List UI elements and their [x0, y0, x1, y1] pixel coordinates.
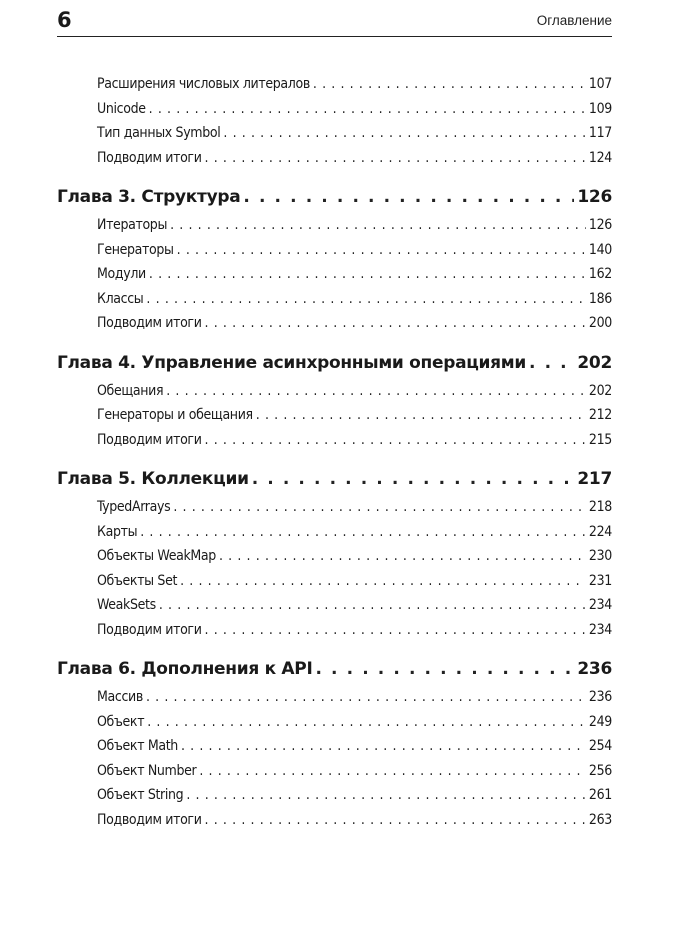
toc-entry-page: 256 — [588, 762, 612, 779]
toc-entry[interactable] — [57, 97, 612, 122]
toc-entry[interactable] — [57, 544, 612, 569]
toc-entry-title: Массив — [97, 689, 143, 705]
toc-entry[interactable] — [57, 685, 612, 710]
dot-leader — [223, 121, 585, 146]
toc-entry-title: Подводим итоги — [97, 431, 202, 448]
toc-entry-title: Классы — [97, 290, 144, 307]
toc-entry-page: 200 — [588, 315, 612, 331]
toc-chapter-3 — [57, 182, 612, 336]
toc-entry-title: Итераторы — [97, 217, 168, 233]
dot-leader — [252, 464, 575, 494]
toc-entry-title: Unicode — [97, 100, 146, 117]
chapter-page: 126 — [577, 187, 612, 207]
toc-entry-page: 126 — [588, 217, 612, 233]
toc-entry-page: 234 — [588, 597, 612, 613]
dot-leader — [170, 213, 586, 238]
toc-entry-page: 140 — [588, 241, 612, 258]
table-of-contents — [57, 71, 612, 832]
dot-leader — [180, 569, 586, 594]
toc-entry-title: Объект Number — [97, 762, 197, 779]
toc-entry-page: 249 — [588, 713, 612, 730]
toc-entry[interactable] — [57, 311, 612, 336]
toc-entry-title: Объект String — [97, 787, 184, 803]
toc-entry-title: TypedArrays — [97, 499, 171, 515]
dot-leader — [219, 544, 586, 569]
dot-leader — [205, 618, 586, 643]
page-header — [57, 8, 612, 37]
toc-entry-title: Тип данных Symbol — [97, 125, 221, 141]
toc-entry[interactable] — [57, 569, 612, 594]
dot-leader — [146, 685, 586, 710]
toc-entry-page: 215 — [588, 431, 612, 448]
toc-entry[interactable] — [57, 72, 612, 97]
toc-entry-page: 236 — [588, 689, 612, 705]
dot-leader — [313, 72, 586, 97]
toc-entry-page: 109 — [588, 100, 612, 117]
dot-leader — [177, 238, 586, 263]
toc-section-intro — [57, 72, 612, 170]
toc-entry-page: 230 — [588, 548, 612, 564]
toc-entry-title: Генераторы и обещания — [97, 407, 253, 423]
toc-entry-page: 107 — [588, 76, 612, 92]
toc-entry-title: Расширения числовых литералов — [97, 76, 310, 92]
toc-entry-title: Объекты Set — [97, 572, 178, 589]
toc-chapter-4 — [57, 348, 612, 453]
toc-entry[interactable] — [57, 403, 612, 428]
toc-entry-title: Обещания — [97, 382, 164, 399]
toc-entry[interactable] — [57, 379, 612, 404]
dot-leader — [149, 262, 586, 287]
toc-entry[interactable] — [57, 618, 612, 643]
toc-entry-page: 124 — [588, 149, 612, 166]
toc-entry[interactable] — [57, 783, 612, 808]
chapter-heading[interactable] — [57, 182, 612, 212]
dot-leader — [243, 182, 574, 212]
toc-entry-page: 231 — [588, 572, 612, 589]
dot-leader — [159, 593, 586, 618]
chapter-title: Глава 3. Структура — [57, 187, 241, 207]
toc-entry[interactable] — [57, 287, 612, 312]
toc-entry[interactable] — [57, 808, 612, 833]
toc-entry[interactable] — [57, 759, 612, 784]
dot-leader — [205, 311, 586, 336]
dot-leader — [147, 710, 586, 735]
toc-entry-title: Подводим итоги — [97, 149, 202, 166]
toc-entry-title: Подводим итоги — [97, 621, 202, 638]
dot-leader — [205, 428, 586, 453]
dot-leader — [256, 403, 586, 428]
chapter-page: 217 — [577, 469, 612, 489]
chapter-title: Глава 5. Коллекции — [57, 469, 249, 489]
running-title: Оглавление — [536, 13, 612, 28]
toc-entry-title: Подводим итоги — [97, 811, 202, 828]
toc-entry-title: Карты — [97, 523, 138, 540]
toc-entry-title: Модули — [97, 266, 146, 282]
toc-entry[interactable] — [57, 734, 612, 759]
toc-entry-title: WeakSets — [97, 597, 156, 613]
chapter-heading[interactable] — [57, 348, 612, 378]
toc-entry-page: 218 — [588, 499, 612, 515]
toc-entry-title: Объекты WeakMap — [97, 548, 216, 564]
dot-leader — [186, 783, 586, 808]
chapter-heading[interactable] — [57, 464, 612, 494]
dot-leader — [173, 495, 586, 520]
toc-entry[interactable] — [57, 593, 612, 618]
toc-entry-page: 224 — [588, 523, 612, 540]
toc-entry-page: 254 — [588, 738, 612, 754]
toc-entry-page: 117 — [588, 125, 612, 141]
toc-entry-page: 162 — [588, 266, 612, 282]
chapter-page: 202 — [577, 352, 612, 373]
chapter-title: Глава 4. Управление асинхронными операциями — [57, 352, 526, 373]
toc-entry[interactable] — [57, 121, 612, 146]
toc-entry-title: Подводим итоги — [97, 315, 202, 331]
dot-leader — [166, 379, 586, 404]
dot-leader — [181, 734, 586, 759]
toc-entry[interactable] — [57, 262, 612, 287]
dot-leader — [205, 146, 586, 171]
toc-entry-page: 263 — [588, 811, 612, 828]
toc-entry-title: Объект — [97, 713, 145, 730]
dot-leader — [529, 348, 574, 378]
toc-entry-title: Объект Math — [97, 738, 178, 754]
toc-entry[interactable] — [57, 428, 612, 453]
toc-entry[interactable] — [57, 495, 612, 520]
dot-leader — [146, 287, 585, 312]
chapter-heading[interactable] — [57, 654, 612, 684]
chapter-page: 236 — [577, 659, 612, 679]
toc-entry-page: 202 — [588, 382, 612, 399]
toc-entry[interactable] — [57, 238, 612, 263]
toc-chapter-5 — [57, 464, 612, 642]
toc-entry[interactable] — [57, 146, 612, 171]
page-number: 6 — [57, 8, 72, 32]
toc-entry[interactable] — [57, 520, 612, 545]
toc-entry-page: 186 — [588, 290, 612, 307]
dot-leader — [199, 759, 586, 784]
toc-entry-page: 212 — [588, 407, 612, 423]
dot-leader — [149, 97, 586, 122]
toc-entry[interactable] — [57, 710, 612, 735]
toc-chapter-6 — [57, 654, 612, 832]
chapter-title: Глава 6. Дополнения к API — [57, 659, 313, 679]
toc-entry[interactable] — [57, 213, 612, 238]
dot-leader — [205, 808, 586, 833]
toc-entry-page: 261 — [588, 787, 612, 803]
toc-entry-title: Генераторы — [97, 241, 174, 258]
toc-entry-page: 234 — [588, 621, 612, 638]
dot-leader — [140, 520, 586, 545]
dot-leader — [315, 654, 574, 684]
